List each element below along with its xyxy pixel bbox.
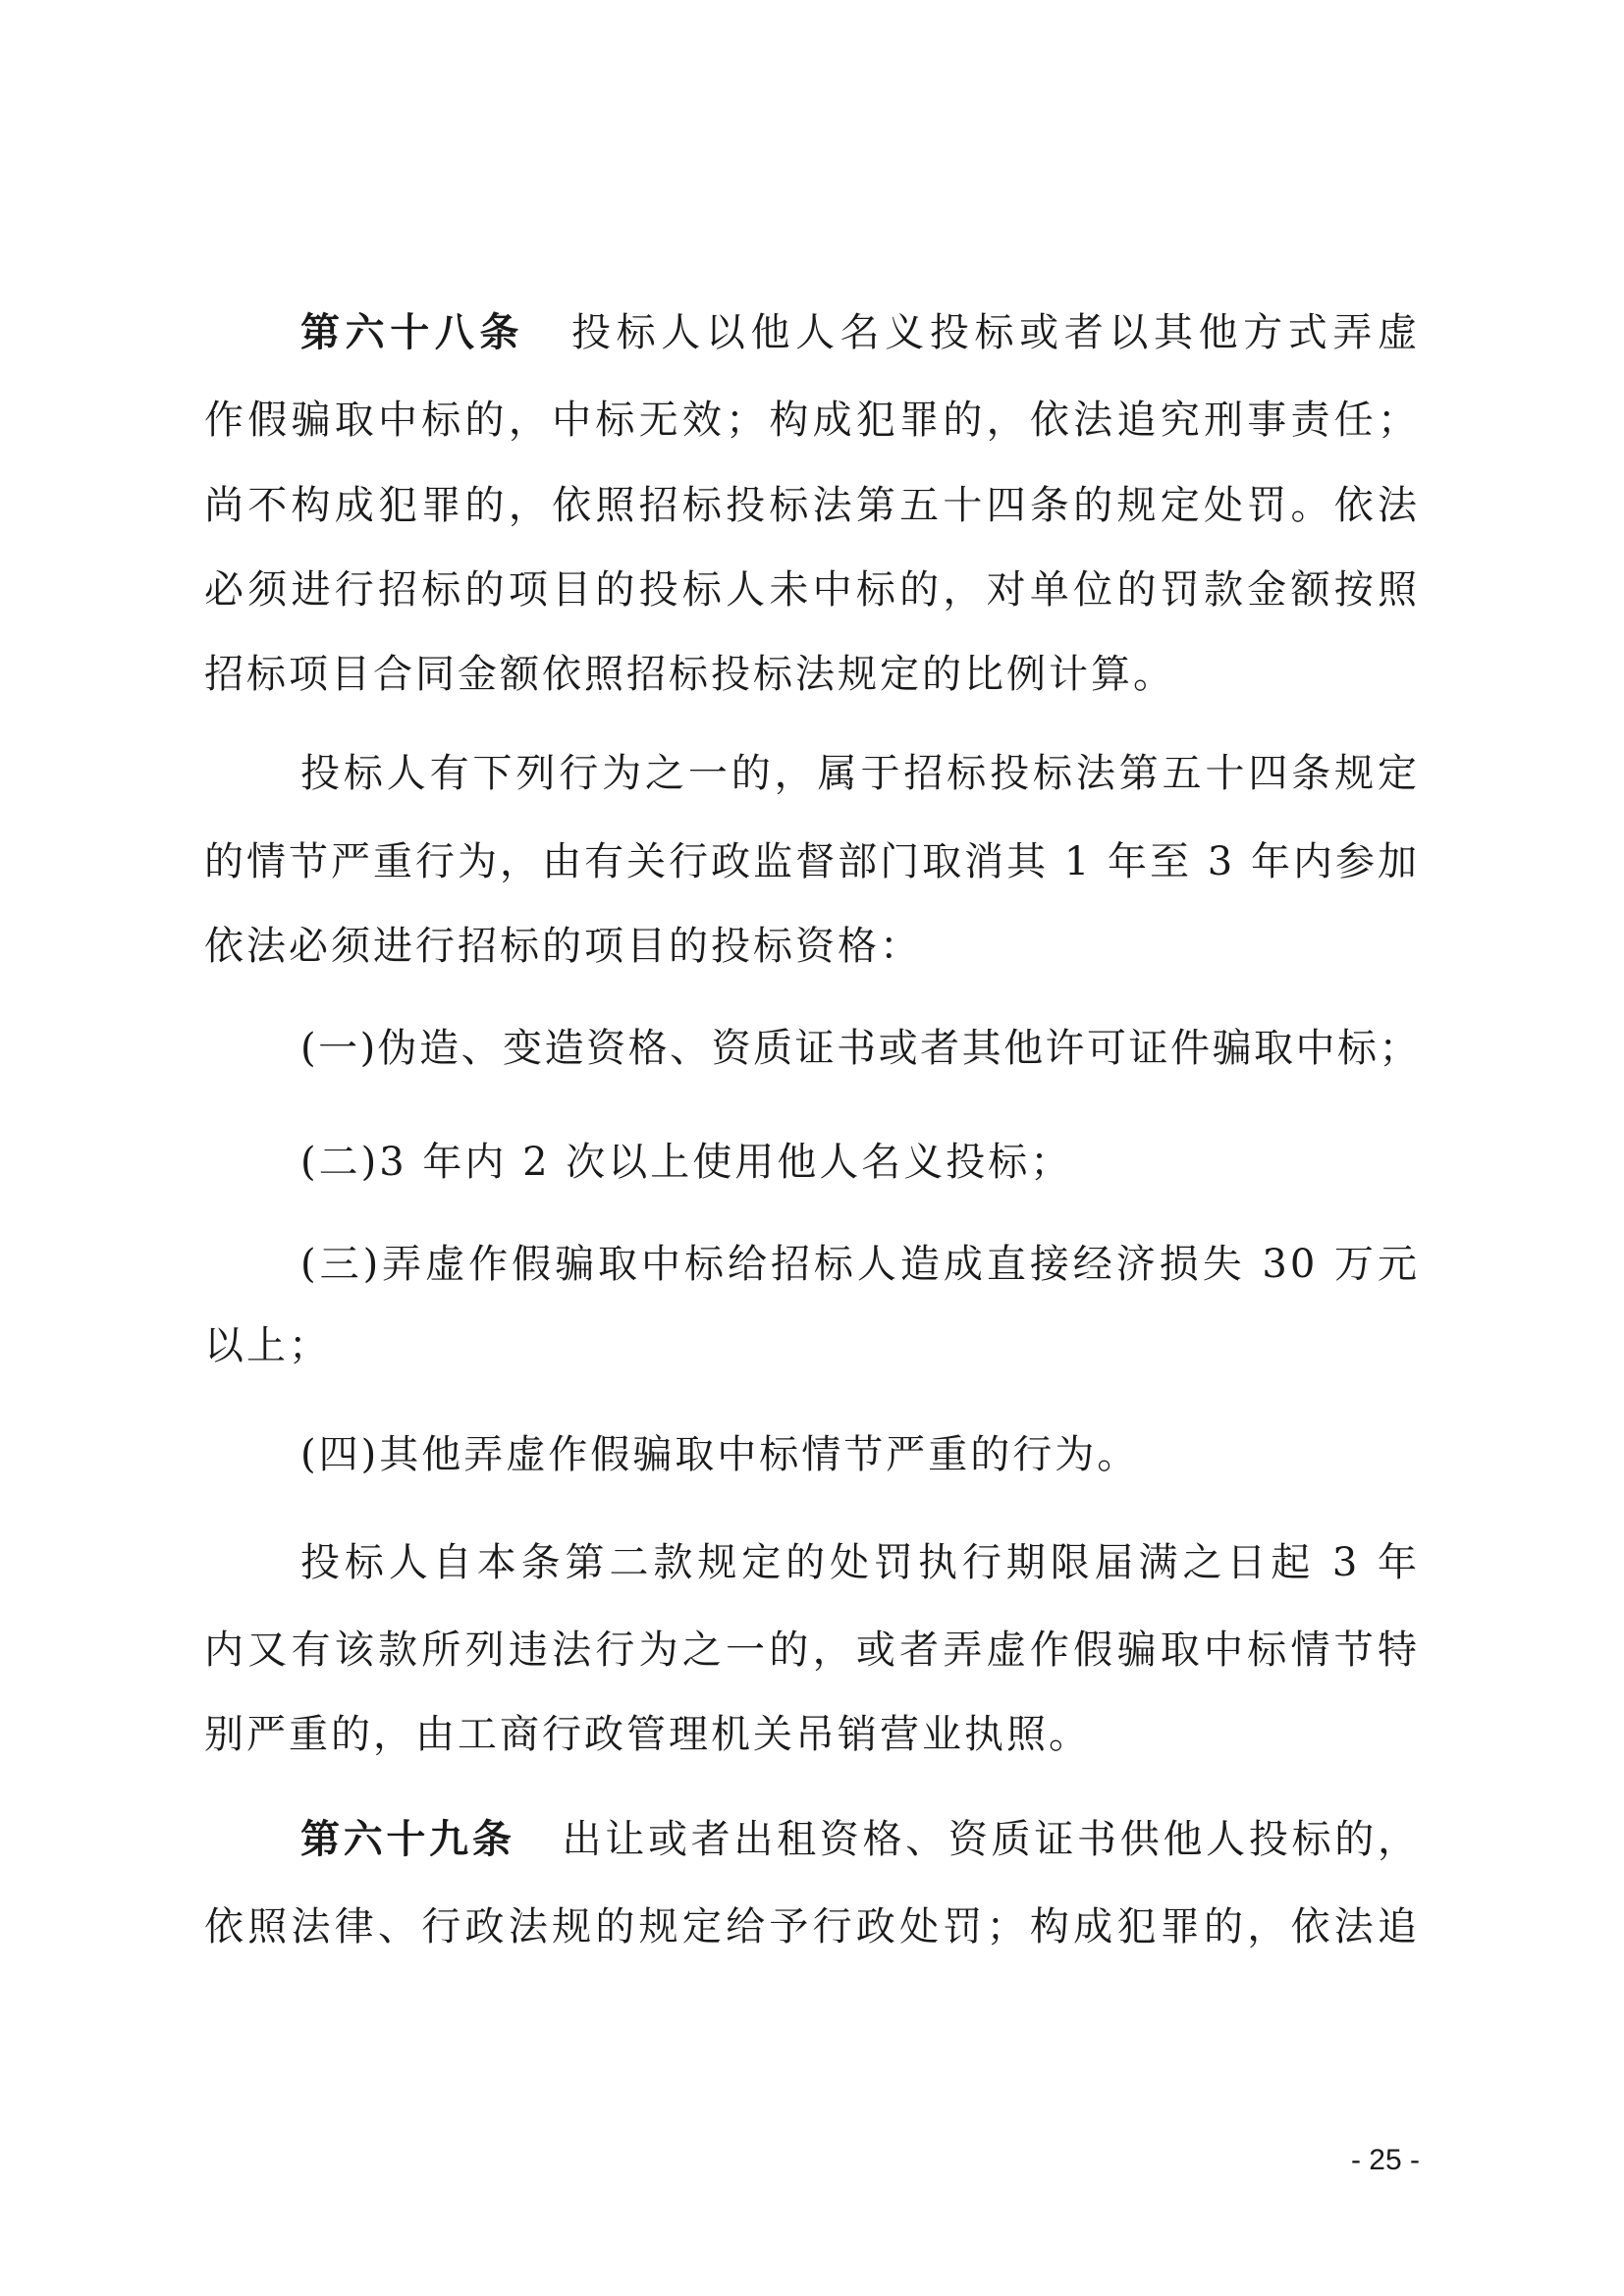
list-item-2: (二)3 年内 2 次以上使用他人名义投标； xyxy=(300,1140,1073,1185)
article-68-heading: 第六十八条 xyxy=(300,309,525,355)
text-line: 投标人自本条第二款规定的处罚执行期限届满之日起 3 年 xyxy=(300,1540,1420,1585)
list-item-3: (三)弄虚作假骗取中标给招标人造成直接经济损失 30 万元 xyxy=(300,1242,1420,1287)
text-line: 依照法律、行政法规的规定给予行政处罚；构成犯罪的，依法追 xyxy=(204,1904,1420,1949)
article-69-heading: 第六十九条 xyxy=(300,1816,515,1862)
text-line: 投标人以他人名义投标或者以其他方式弄虚 xyxy=(571,310,1421,355)
list-item-3-continuation: 以上； xyxy=(204,1323,331,1368)
text-line: 的情节严重行为，由有关行政监督部门取消其 1 年至 3 年内参加 xyxy=(204,839,1420,884)
list-item-1: (一)伪造、变造资格、资质证书或者其他许可证件骗取中标； xyxy=(300,1026,1420,1071)
list-item-4: (四)其他弄虚作假骗取中标情节严重的行为。 xyxy=(300,1432,1140,1477)
article-68-first-line xyxy=(300,303,1420,362)
text-line: 出让或者出租资格、资质证书供他人投标的， xyxy=(562,1817,1421,1862)
text-line: 别严重的，由工商行政管理机关吊销营业执照。 xyxy=(204,1712,1091,1757)
text-line: 尚不构成犯罪的，依照招标投标法第五十四条的规定处罚。依法 xyxy=(204,483,1420,528)
text-line: 作假骗取中标的，中标无效；构成犯罪的，依法追究刑事责任； xyxy=(204,398,1420,443)
text-line: 投标人有下列行为之一的，属于招标投标法第五十四条规定 xyxy=(300,751,1420,796)
page-number: - 25 - xyxy=(1350,2144,1420,2176)
text-line: 依法必须进行招标的项目的投标资格： xyxy=(204,924,922,969)
text-line: 必须进行招标的项目的投标人未中标的，对单位的罚款金额按照 xyxy=(204,567,1420,613)
article-69-first-line xyxy=(300,1810,1420,1869)
text-line: 内又有该款所列违法行为之一的，或者弄虚作假骗取中标情节特 xyxy=(204,1628,1420,1673)
text-line: 招标项目合同金额依照招标投标法规定的比例计算。 xyxy=(204,652,1175,697)
